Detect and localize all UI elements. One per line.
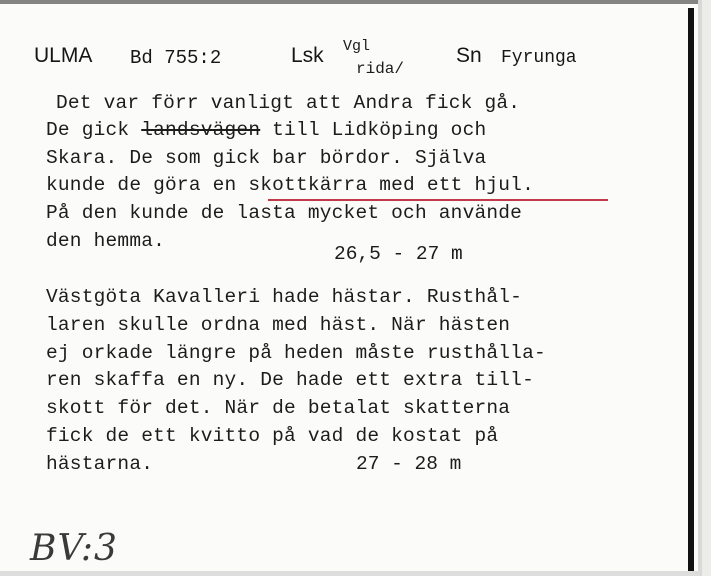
- sn-label: Sn: [456, 44, 482, 67]
- archive-name: ULMA: [34, 44, 93, 67]
- volume-number: Bd 755:2: [130, 47, 222, 69]
- para2-line-3: ej orkade längre på heden måste rusthålla-: [46, 342, 546, 364]
- para2-line-1: Västgöta Kavalleri hade hästar. Rusthål-: [46, 286, 523, 308]
- para1-line-4: kunde de göra en skottkärra med ett hjul.: [46, 174, 534, 196]
- para1-line-5: På den kunde de lasta mycket och använde: [46, 202, 523, 224]
- para1-line-2-start: De gick: [46, 119, 142, 141]
- para1-line-6: den hemma.: [46, 230, 166, 252]
- struck-word: landsvägen: [141, 119, 261, 141]
- lsk-value-top: Vgl: [343, 38, 371, 55]
- para2-line-5: skott för det. När de betalat skatterna: [46, 397, 511, 419]
- card-right-edge: [688, 8, 694, 574]
- para1-line-1: Det var förr vanligt att Andra fick gå.: [56, 92, 521, 114]
- lsk-value-bottom: rida/: [356, 60, 405, 78]
- para2-line-6: fick de ett kvitto på vad de kostat på: [46, 425, 499, 447]
- para2-page-ref: 27 - 28 m: [356, 453, 462, 475]
- para1-line-3: Skara. De som gick bar bördor. Själva: [46, 147, 487, 169]
- para1-page-ref: 26,5 - 27 m: [334, 243, 463, 265]
- para2-line-4: ren skaffa en ny. De hade ett extra till-: [46, 369, 534, 391]
- handwritten-annotation: BV:3: [30, 528, 118, 569]
- para1-line-2: [46, 119, 486, 141]
- card-bottom-edge: [0, 571, 700, 576]
- para2-line-2: laren skulle ordna med häst. När hästen: [46, 314, 511, 336]
- sn-value: Fyrunga: [501, 48, 577, 68]
- lsk-label: Lsk: [291, 44, 324, 67]
- card-right-background: [702, 0, 711, 576]
- card-top-edge: [0, 0, 700, 4]
- para1-line-2-end: till Lidköping och: [260, 119, 487, 141]
- para2-line-7: hästarna.: [46, 453, 154, 475]
- red-underline: [268, 199, 608, 201]
